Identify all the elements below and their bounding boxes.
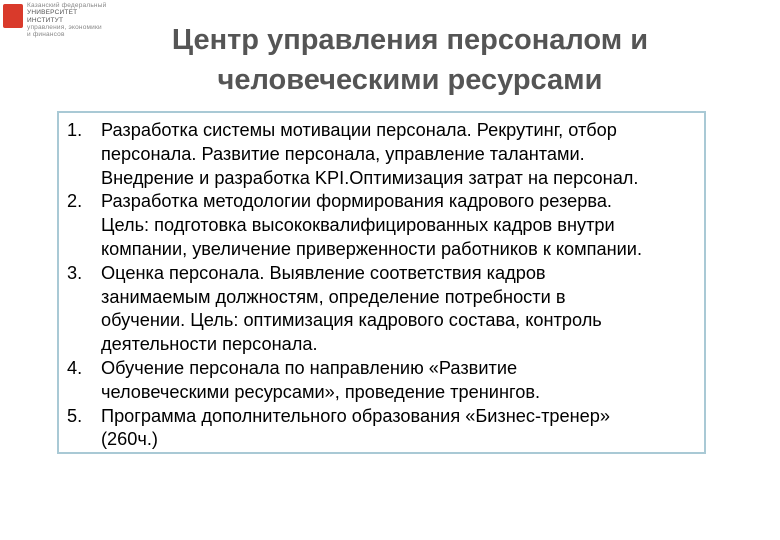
item-text: Обучение персонала по направлению «Развитие человеческими ресурсами», проведение тренингов. bbox=[101, 357, 541, 402]
title-line-1: Центр управления персоналом и bbox=[171, 24, 649, 56]
item-number: 4. bbox=[67, 357, 83, 378]
list-item bbox=[67, 405, 696, 453]
logo-text bbox=[27, 2, 106, 38]
logo-line: Казанский федеральный bbox=[27, 2, 107, 9]
title-line-2: человеческими ресурсами bbox=[217, 64, 603, 96]
slide-title bbox=[110, 20, 710, 100]
item-text: Разработка системы мотивации персонала. Рекрутинг, отбор персонала. Развитие персонала, управление талантами. Внедрение и разработка KPI.Оптимизация затрат на персонал. bbox=[101, 120, 639, 188]
logo-line: УНИВЕРСИТЕТ bbox=[27, 9, 78, 17]
university-logo bbox=[3, 2, 106, 38]
logo-line: управления, экономики bbox=[27, 23, 102, 31]
logo-line: ИНСТИТУТ bbox=[27, 16, 64, 24]
item-text: Оценка персонала. Выявление соответствия кадров занимаемым должностям, определение потребности в обучении. Цель: оптимизация кадрового состава, контроль деятельности персонала. bbox=[101, 262, 602, 355]
item-text: Разработка методологии формирования кадрового резерва. Цель: подготовка высококвалифицированных кадров внутри компании, увеличение приверженности работников к компании. bbox=[101, 191, 642, 259]
list-item bbox=[67, 262, 696, 357]
logo-line: и финансов bbox=[27, 31, 65, 39]
item-number: 5. bbox=[67, 405, 83, 426]
list-item bbox=[67, 357, 696, 405]
emblem-icon bbox=[3, 4, 23, 28]
content-box bbox=[57, 111, 706, 454]
list-item bbox=[67, 190, 696, 261]
item-text: Программа дополнительного образования «Бизнес-тренер» (260ч.) bbox=[101, 405, 611, 450]
item-number: 3. bbox=[67, 262, 83, 283]
item-number: 1. bbox=[67, 120, 83, 140]
item-number: 2. bbox=[67, 191, 83, 212]
list-item bbox=[67, 119, 696, 190]
numbered-list bbox=[67, 119, 696, 452]
